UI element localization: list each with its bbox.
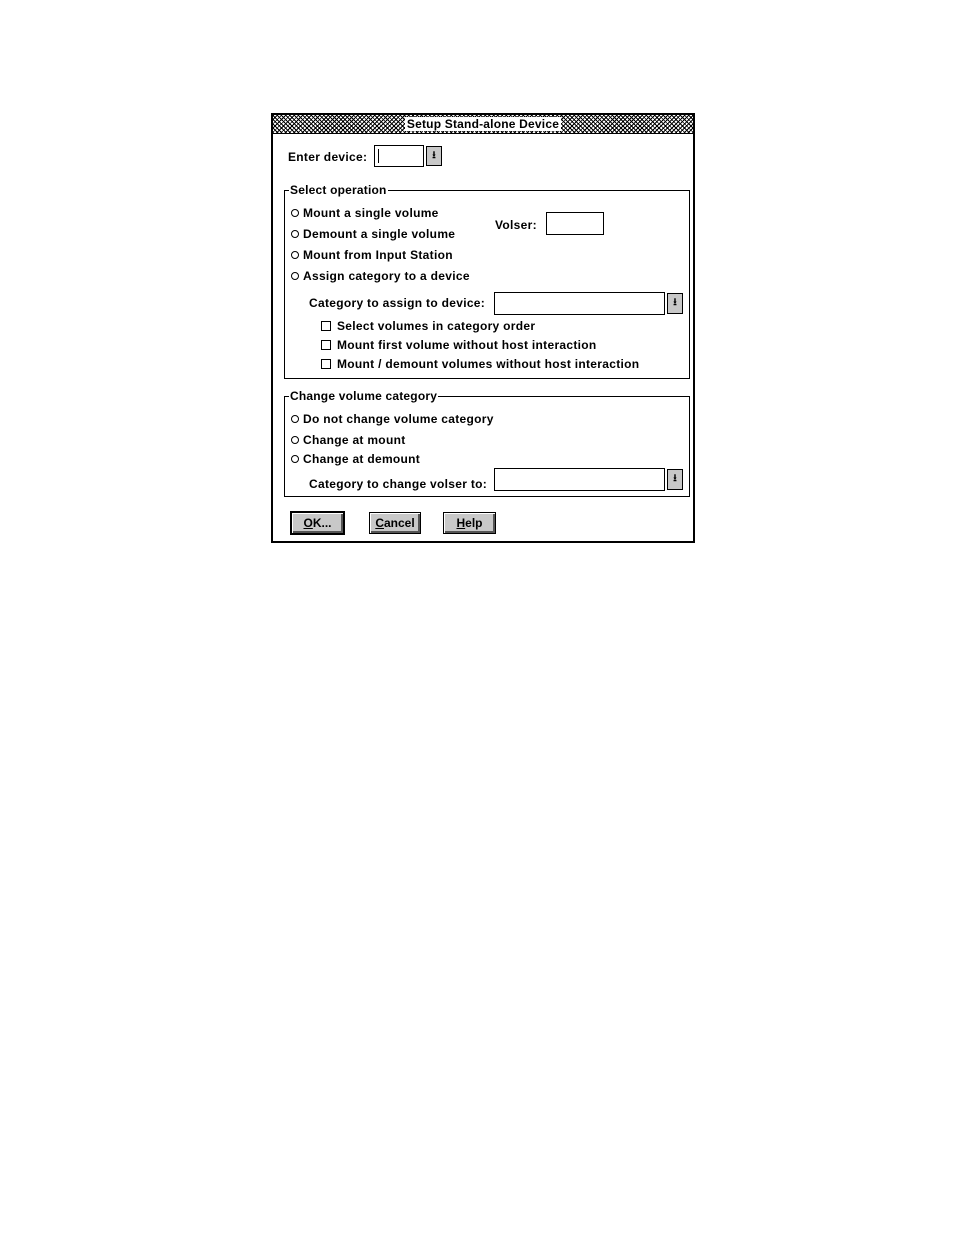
category-change-label: Category to change volser to:	[309, 477, 488, 491]
setup-standalone-device-dialog	[271, 113, 695, 543]
radio-label: Change at demount	[303, 452, 421, 466]
radio-label: Change at mount	[303, 433, 406, 447]
cancel-button[interactable]: Cancel	[369, 512, 421, 534]
volser-label: Volser:	[495, 218, 537, 232]
radio-circle[interactable]	[291, 230, 299, 238]
category-change-input[interactable]	[494, 468, 665, 491]
radio-label: Mount a single volume	[303, 206, 439, 220]
enter-device-input[interactable]	[374, 145, 424, 167]
enter-device-label: Enter device:	[288, 150, 368, 164]
title-bar[interactable]	[273, 115, 693, 134]
checkbox-box[interactable]	[321, 340, 331, 350]
down-arrow-icon: ⭳	[673, 473, 677, 484]
radio-mount-from-input-station[interactable]	[291, 248, 453, 262]
radio-circle[interactable]	[291, 436, 299, 444]
radio-mount-single-volume[interactable]	[291, 206, 439, 220]
radio-label: Mount from Input Station	[303, 248, 453, 262]
radio-label: Do not change volume category	[303, 412, 494, 426]
checkbox-mount-first-volume[interactable]	[321, 338, 597, 352]
down-arrow-icon: ⭳	[432, 150, 436, 161]
radio-circle[interactable]	[291, 251, 299, 259]
radio-assign-category[interactable]	[291, 269, 470, 283]
category-assign-input[interactable]	[494, 292, 665, 315]
radio-circle[interactable]	[291, 272, 299, 280]
category-assign-dropdown-button[interactable]	[667, 293, 683, 314]
checkbox-mount-demount-volumes[interactable]	[321, 357, 639, 371]
dialog-title: Setup Stand-alone Device	[406, 117, 560, 131]
checkbox-box[interactable]	[321, 321, 331, 331]
radio-do-not-change-category[interactable]	[291, 412, 494, 426]
checkbox-box[interactable]	[321, 359, 331, 369]
down-arrow-icon: ⭳	[673, 297, 677, 308]
radio-label: Demount a single volume	[303, 227, 456, 241]
category-change-dropdown-button[interactable]	[667, 469, 683, 490]
text-caret	[378, 149, 379, 163]
checkbox-select-category-order[interactable]	[321, 319, 535, 333]
help-button[interactable]: Help	[443, 512, 496, 534]
category-assign-label: Category to assign to device:	[309, 296, 486, 310]
radio-change-at-mount[interactable]	[291, 433, 406, 447]
radio-change-at-demount[interactable]	[291, 452, 420, 466]
volser-input[interactable]	[546, 212, 604, 235]
select-operation-legend: Select operation	[290, 183, 387, 197]
radio-circle[interactable]	[291, 455, 299, 463]
radio-label: Assign category to a device	[303, 269, 470, 283]
radio-circle[interactable]	[291, 415, 299, 423]
checkbox-label: Mount / demount volumes without host interaction	[337, 357, 640, 371]
enter-device-dropdown-button[interactable]	[426, 146, 442, 166]
radio-demount-single-volume[interactable]	[291, 227, 455, 241]
ok-button[interactable]: OK...	[290, 511, 345, 535]
checkbox-label: Mount first volume without host interaction	[337, 338, 597, 352]
radio-circle[interactable]	[291, 209, 299, 217]
change-volume-category-legend: Change volume category	[290, 389, 438, 403]
checkbox-label: Select volumes in category order	[337, 319, 536, 333]
